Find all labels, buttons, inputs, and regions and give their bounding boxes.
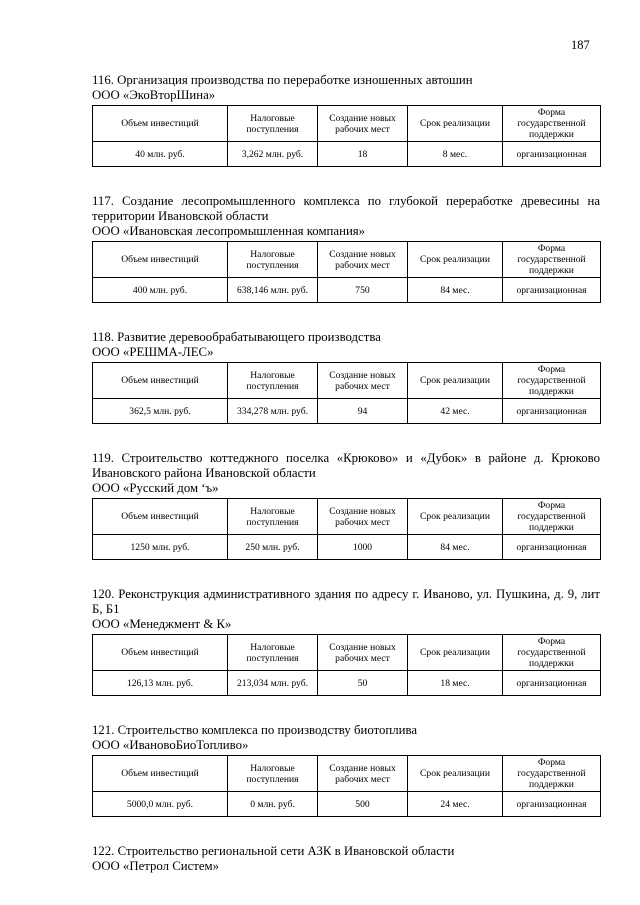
page-number: 187 bbox=[571, 38, 590, 52]
header-jobs: Создание новых рабочих мест bbox=[318, 499, 408, 535]
cell-support: организационная bbox=[503, 399, 601, 424]
header-term: Срок реализации bbox=[408, 756, 503, 792]
project-section-117 bbox=[92, 194, 600, 303]
cell-tax: 3,262 млн. руб. bbox=[228, 142, 318, 167]
cell-term: 42 мес. bbox=[408, 399, 503, 424]
cell-term: 84 мес. bbox=[408, 535, 503, 560]
header-investment: Объем инвестиций bbox=[93, 242, 228, 278]
project-company: ООО «Ивановская лесопромышленная компания» bbox=[92, 224, 366, 238]
project-title: 121. Строительство комплекса по производству биотоплива bbox=[92, 723, 418, 737]
project-company: ООО «Петрол Систем» bbox=[92, 859, 220, 873]
header-investment: Объем инвестиций bbox=[93, 499, 228, 535]
cell-jobs: 18 bbox=[318, 142, 408, 167]
header-investment: Объем инвестиций bbox=[93, 363, 228, 399]
cell-support: организационная bbox=[503, 792, 601, 817]
project-section-120 bbox=[92, 587, 600, 696]
project-company: ООО «ИвановоБиоТопливо» bbox=[92, 738, 249, 752]
cell-investment: 362,5 млн. руб. bbox=[93, 399, 228, 424]
cell-jobs: 1000 bbox=[318, 535, 408, 560]
project-table bbox=[92, 755, 601, 817]
header-jobs: Создание новых рабочих мест bbox=[318, 756, 408, 792]
header-tax: Налоговые поступления bbox=[228, 756, 318, 792]
cell-investment: 40 млн. руб. bbox=[93, 142, 228, 167]
cell-tax: 334,278 млн. руб. bbox=[228, 399, 318, 424]
project-company: ООО «Менеджмент & К» bbox=[92, 617, 232, 631]
cell-term: 8 мес. bbox=[408, 142, 503, 167]
project-table bbox=[92, 634, 601, 696]
cell-investment: 400 млн. руб. bbox=[93, 278, 228, 303]
project-title: 118. Развитие деревообрабатывающего производства bbox=[92, 330, 381, 344]
cell-investment: 1250 млн. руб. bbox=[93, 535, 228, 560]
cell-jobs: 94 bbox=[318, 399, 408, 424]
table-row bbox=[93, 671, 601, 696]
header-jobs: Создание новых рабочих мест bbox=[318, 363, 408, 399]
header-investment: Объем инвестиций bbox=[93, 756, 228, 792]
table-header-row bbox=[93, 635, 601, 671]
header-jobs: Создание новых рабочих мест bbox=[318, 635, 408, 671]
header-term: Срок реализации bbox=[408, 242, 503, 278]
project-title: 117. Создание лесопромышленного комплекса по глубокой переработке древесины на территории Ивановской области bbox=[92, 194, 600, 223]
project-title: 120. Реконструкция административного здания по адресу г. Иваново, ул. Пушкина, д. 9, лит Б, Б1 bbox=[92, 587, 600, 616]
cell-support: организационная bbox=[503, 278, 601, 303]
header-tax: Налоговые поступления bbox=[228, 499, 318, 535]
header-support: Форма государственной поддержки bbox=[503, 499, 601, 535]
header-term: Срок реализации bbox=[408, 499, 503, 535]
table-row bbox=[93, 399, 601, 424]
investment-projects-list bbox=[92, 73, 600, 876]
header-tax: Налоговые поступления bbox=[228, 242, 318, 278]
project-company: ООО «Русский дом ‘ъ» bbox=[92, 481, 219, 495]
project-section-122 bbox=[92, 844, 600, 874]
table-row bbox=[93, 278, 601, 303]
project-section-118 bbox=[92, 330, 600, 424]
table-header-row bbox=[93, 242, 601, 278]
cell-investment: 126,13 млн. руб. bbox=[93, 671, 228, 696]
project-table bbox=[92, 498, 601, 560]
cell-tax: 0 млн. руб. bbox=[228, 792, 318, 817]
table-header-row bbox=[93, 106, 601, 142]
header-tax: Налоговые поступления bbox=[228, 635, 318, 671]
header-term: Срок реализации bbox=[408, 363, 503, 399]
project-table bbox=[92, 362, 601, 424]
project-title: 119. Строительство коттеджного поселка «Крюково» и «Дубок» в районе д. Крюково Ивановского района Ивановской области bbox=[92, 451, 600, 480]
cell-support: организационная bbox=[503, 671, 601, 696]
table-header-row bbox=[93, 756, 601, 792]
cell-term: 84 мес. bbox=[408, 278, 503, 303]
table-row bbox=[93, 792, 601, 817]
header-support: Форма государственной поддержки bbox=[503, 635, 601, 671]
project-table bbox=[92, 105, 601, 167]
header-support: Форма государственной поддержки bbox=[503, 363, 601, 399]
cell-support: организационная bbox=[503, 535, 601, 560]
cell-term: 24 мес. bbox=[408, 792, 503, 817]
cell-support: организационная bbox=[503, 142, 601, 167]
cell-tax: 638,146 млн. руб. bbox=[228, 278, 318, 303]
header-investment: Объем инвестиций bbox=[93, 635, 228, 671]
header-term: Срок реализации bbox=[408, 635, 503, 671]
cell-jobs: 500 bbox=[318, 792, 408, 817]
project-company: ООО «РЕШМА-ЛЕС» bbox=[92, 345, 214, 359]
project-section-121 bbox=[92, 723, 600, 817]
cell-investment: 5000,0 млн. руб. bbox=[93, 792, 228, 817]
header-jobs: Создание новых рабочих мест bbox=[318, 242, 408, 278]
cell-term: 18 мес. bbox=[408, 671, 503, 696]
header-support: Форма государственной поддержки bbox=[503, 756, 601, 792]
cell-tax: 213,034 млн. руб. bbox=[228, 671, 318, 696]
header-tax: Налоговые поступления bbox=[228, 106, 318, 142]
header-tax: Налоговые поступления bbox=[228, 363, 318, 399]
header-jobs: Создание новых рабочих мест bbox=[318, 106, 408, 142]
header-support: Форма государственной поддержки bbox=[503, 106, 601, 142]
project-company: ООО «ЭкоВторШина» bbox=[92, 88, 216, 102]
cell-jobs: 750 bbox=[318, 278, 408, 303]
project-title: 122. Строительство региональной сети АЗК в Ивановской области bbox=[92, 844, 455, 858]
header-support: Форма государственной поддержки bbox=[503, 242, 601, 278]
cell-jobs: 50 bbox=[318, 671, 408, 696]
header-term: Срок реализации bbox=[408, 106, 503, 142]
project-section-119 bbox=[92, 451, 600, 560]
table-header-row bbox=[93, 499, 601, 535]
table-row bbox=[93, 535, 601, 560]
table-header-row bbox=[93, 363, 601, 399]
cell-tax: 250 млн. руб. bbox=[228, 535, 318, 560]
table-row bbox=[93, 142, 601, 167]
header-investment: Объем инвестиций bbox=[93, 106, 228, 142]
project-title: 116. Организация производства по переработке изношенных автошин bbox=[92, 73, 473, 87]
project-section-116 bbox=[92, 73, 600, 167]
project-table bbox=[92, 241, 601, 303]
